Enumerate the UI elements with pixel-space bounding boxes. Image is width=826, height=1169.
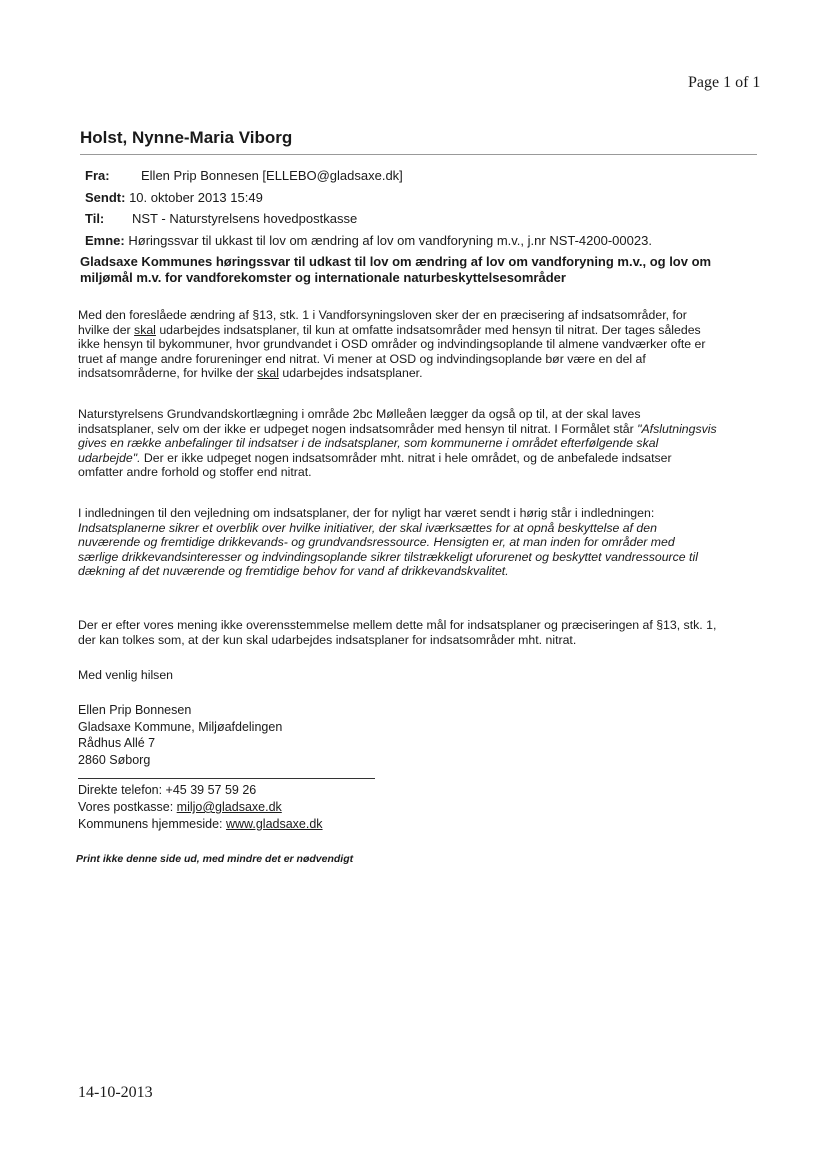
mailbox-label: Vores postkasse: — [78, 800, 177, 814]
contact-web-row — [78, 816, 323, 833]
signature-name: Ellen Prip Bonnesen — [78, 703, 192, 717]
p1-underline-1: skal — [134, 322, 156, 337]
from-value: Ellen Prip Bonnesen [ELLEBO@gladsaxe.dk] — [141, 168, 403, 183]
p3-quote: Indsatsplanerne sikrer et overblik over hvilke initiativer, der skal iværksættes for at opnå beskyttelse af den nuværende og fremtidige drikkevands- og grundvandsressource. Hensigten er, at man inden for områder med særlige drikkevandsinteresser og indvindingsoplande sikrer tilstrækkeligt uforurenet og beskyttet vandressource til dækning af det nuværende og fremtidige behov for vand af drikkevandskvalitet. — [78, 520, 698, 579]
p1-text-a: Med den foreslåede ændring af §13, stk. 1 i Vandforsyningsloven sker der en præcisering af indsatsområder, for hvilke der — [78, 308, 687, 337]
to-label: Til: — [85, 211, 105, 226]
subject-row — [85, 233, 652, 248]
sent-label: Sendt: — [85, 190, 126, 205]
signature — [78, 702, 282, 768]
subject-label: Emne: — [85, 233, 125, 248]
letter-title: Gladsaxe Kommunes høringssvar til udkast til lov om ændring af lov om vandforyning m.v., og lov om miljømål m.v. for vandforekomster og internationale naturbeskyttelsesområder — [80, 254, 712, 285]
to-row — [85, 211, 357, 226]
website-link[interactable]: www.gladsaxe.dk — [225, 817, 323, 831]
contact-block — [78, 782, 323, 833]
from-row — [85, 168, 403, 183]
signature-street: Rådhus Allé 7 — [78, 736, 156, 750]
subject-value: Høringssvar til ukkast til lov om ændring af lov om vandforyning m.v., j.nr NST-4200-00023. — [128, 233, 652, 248]
print-note: Print ikke denne side ud, med mindre det er nødvendigt — [76, 853, 354, 865]
p1-text-c: udarbejdes indsatsplaner. — [278, 366, 423, 381]
p2-quote: "Afslutningsvis gives en række anbefalinger til indsatser i de indsatsplaner, som kommunerne i området efterfølgende skal udarbejde". — [78, 421, 717, 465]
p1-text-b: udarbejdes indsatsplaner, til kun at omfatte indsatsområder med hensyn til nitrat. Der tages således ikke hensyn til bykommuner, hvor grundvandet i OSD områder og indvindingsoplande til almene vandværker ofte er truet af mange andre forureninger end nitrat. Vi mener at OSD og indvindingsoplande bør være en del af indsatsområderne, for hvilke der — [78, 322, 706, 381]
paragraph-1 — [78, 308, 718, 381]
header-divider — [80, 154, 757, 155]
footer-date: 14-10-2013 — [78, 1084, 153, 1101]
mailbox-link[interactable]: miljo@gladsaxe.dk — [176, 800, 282, 814]
p3-text-a: I indledningen til den vejledning om indsatsplaner, der for nyligt har været sendt i hørig står i indledningen: — [78, 506, 655, 520]
paragraph-4: Der er efter vores mening ikke overensstemmelse mellem dette mål for indsatsplaner og præciseringen af §13, stk. 1, der kan tolkes som, at der kun skal udarbejdes indsatsplaner for indsatsområder mht. nitrat. — [78, 618, 717, 647]
page-number: Page 1 of 1 — [688, 74, 761, 91]
to-value: NST - Naturstyrelsens hovedpostkasse — [132, 211, 358, 226]
paragraph-3 — [78, 506, 718, 579]
web-label: Kommunens hjemmeside: — [78, 817, 226, 831]
sent-row — [85, 190, 263, 205]
contact-phone: Direkte telefon: +45 39 57 59 26 — [78, 783, 257, 797]
signature-city: 2860 Søborg — [78, 752, 151, 767]
p2-text-b: Der er ikke udpeget nogen indsatsområder mht. nitrat i hele området, og de anbefalede indsatser omfatter andre forhold og stoffer end nitrat. — [78, 450, 672, 480]
p2-text-a: Naturstyrelsens Grundvandskortlægning i område 2bc Mølleåen lægger da også op til, at der skal laves indsatsplaner, selv om der ikke er udpeget nogen indsatsområder med hensyn til nitrat. I Formålet står — [78, 407, 641, 436]
sent-value: 10. oktober 2013 15:49 — [129, 190, 263, 205]
paragraph-2 — [78, 407, 718, 480]
contact-mailbox-row — [78, 799, 323, 816]
signature-org: Gladsaxe Kommune, Miljøafdelingen — [78, 719, 283, 734]
closing: Med venlig hilsen — [78, 668, 174, 682]
mailbox-owner: Holst, Nynne-Maria Viborg — [80, 128, 293, 147]
from-label: Fra: — [85, 168, 110, 183]
p1-underline-2: skal — [257, 366, 279, 381]
signature-divider — [78, 778, 375, 779]
